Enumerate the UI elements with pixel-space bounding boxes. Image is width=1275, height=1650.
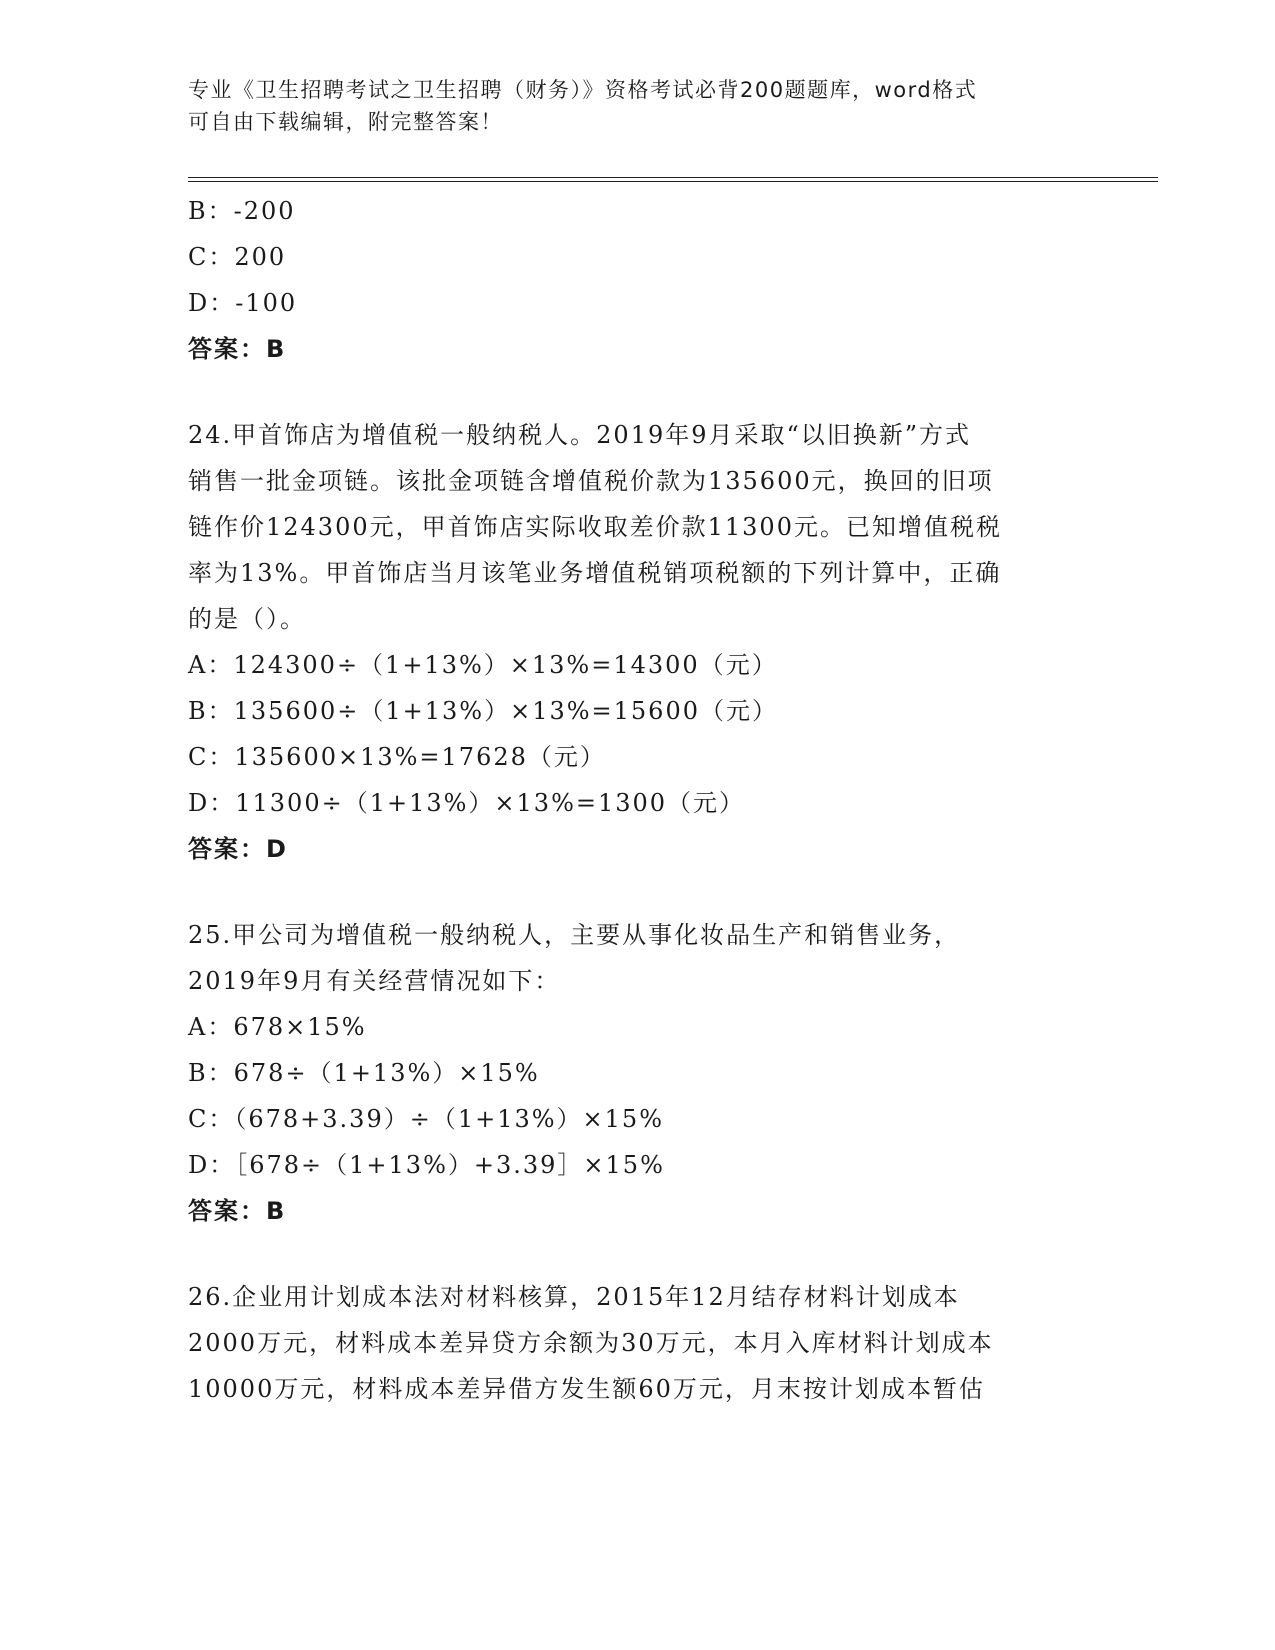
answer: 答案：B	[188, 1197, 287, 1225]
header-divider	[188, 177, 1158, 182]
question-23	[188, 188, 1088, 372]
question-stem-line: 25.甲公司为增值税一般纳税人，主要从事化妆品生产和销售业务，	[188, 921, 961, 949]
option-b: B：135600÷（1+13%）×13%=15600（元）	[188, 697, 778, 725]
question-stem-line: 26.企业用计划成本法对材料核算，2015年12月结存材料计划成本	[188, 1283, 960, 1311]
question-25	[188, 912, 1088, 1234]
spacer	[188, 372, 1088, 412]
question-stem-line: 率为13%。甲首饰店当月该笔业务增值税销项税额的下列计算中，正确	[188, 559, 1002, 587]
option-c: C：135600×13%=17628（元）	[188, 743, 606, 771]
option-b: B：678÷（1+13%）×15%	[188, 1059, 540, 1087]
page-header	[188, 74, 1088, 138]
answer: 答案：D	[188, 835, 288, 863]
option-d: D：11300÷（1+13%）×13%=1300（元）	[188, 789, 746, 817]
option-a: A：678×15%	[188, 1013, 367, 1041]
question-content	[188, 188, 1088, 1412]
question-stem-line: 销售一批金项链。该批金项链含增值税价款为135600元，换回的旧项	[188, 467, 994, 495]
option-d: D：［678÷（1+13%）+3.39］×15%	[188, 1151, 665, 1179]
option-c: C：200	[188, 243, 287, 271]
question-stem-line: 24.甲首饰店为增值税一般纳税人。2019年9月采取“以旧换新”方式	[188, 421, 972, 449]
question-stem-line: 2000万元，材料成本差异贷方余额为30万元，本月入库材料计划成本	[188, 1329, 994, 1357]
question-24	[188, 412, 1088, 872]
question-stem-line: 2019年9月有关经营情况如下：	[188, 967, 561, 995]
question-stem-line: 10000万元，材料成本差异借方发生额60万元，月末按计划成本暂估	[188, 1375, 985, 1403]
question-stem-line: 的是（）。	[188, 605, 306, 633]
option-d: D：-100	[188, 289, 298, 317]
answer: 答案：B	[188, 335, 287, 363]
option-c: C：（678+3.39）÷（1+13%）×15%	[188, 1105, 665, 1133]
question-26	[188, 1274, 1088, 1412]
spacer	[188, 872, 1088, 912]
option-b: B：-200	[188, 197, 296, 225]
option-a: A：124300÷（1+13%）×13%=14300（元）	[188, 651, 778, 679]
header-title-line-1: 专业《卫生招聘考试之卫生招聘（财务）》资格考试必背200题题库，word格式	[188, 78, 978, 102]
question-stem-line: 链作价124300元，甲首饰店实际收取差价款11300元。已知增值税税	[188, 513, 1002, 541]
header-title-line-2: 可自由下载编辑，附完整答案！	[188, 110, 503, 134]
spacer	[188, 1234, 1088, 1274]
